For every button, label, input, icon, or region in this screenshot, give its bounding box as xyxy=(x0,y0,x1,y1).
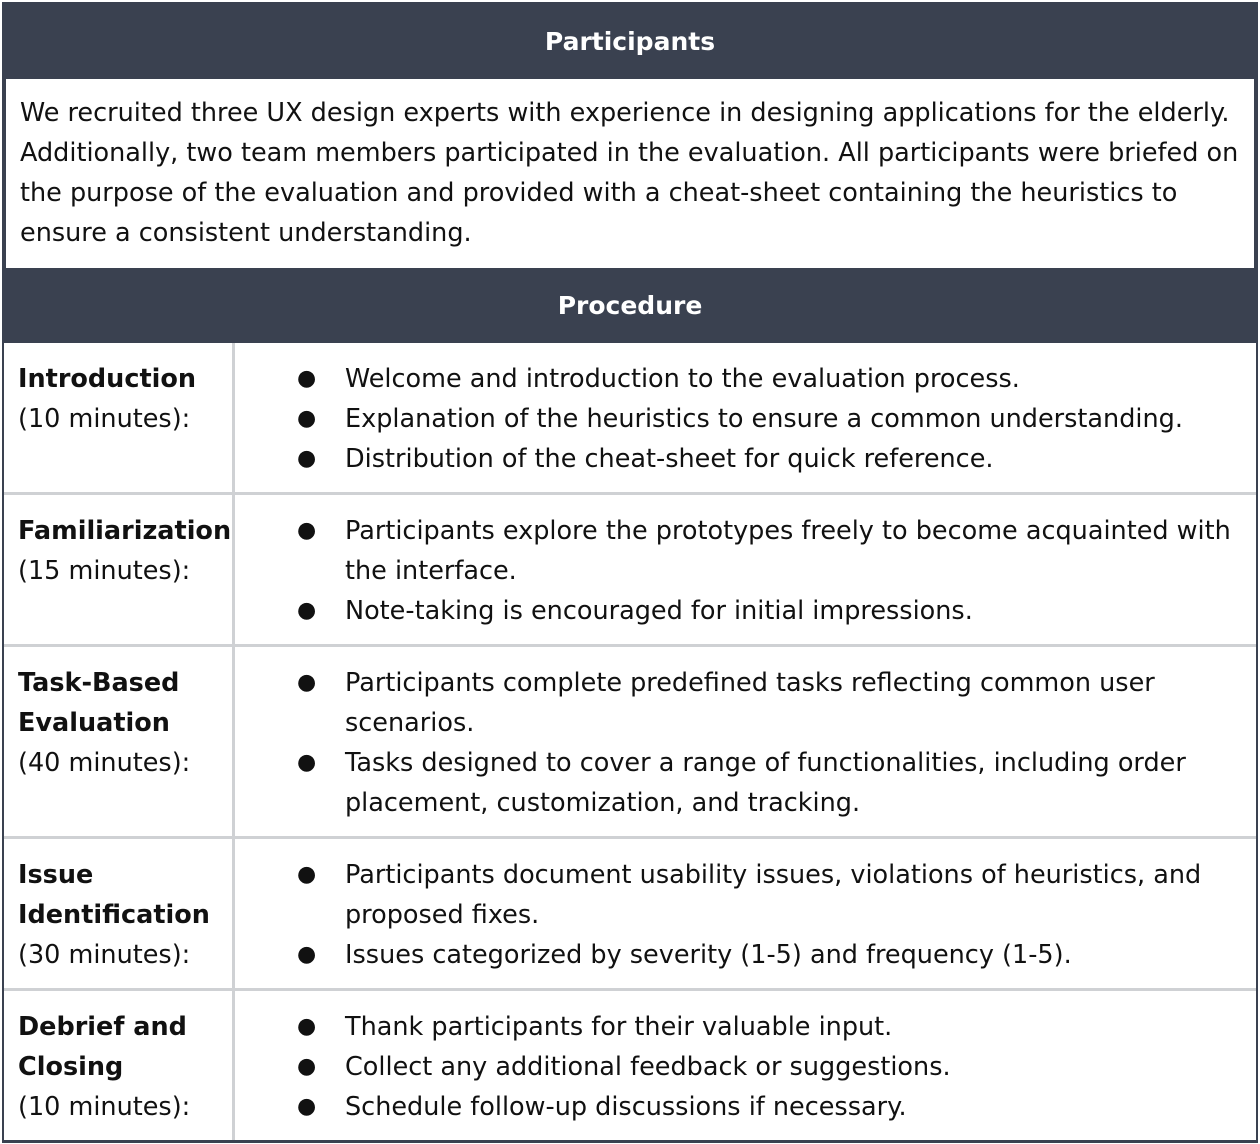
step-label-cell xyxy=(4,343,235,492)
step-duration: (40 minutes): xyxy=(18,748,191,778)
list-item xyxy=(235,511,1236,591)
step-details-cell xyxy=(235,343,1256,492)
step-bullet-list xyxy=(235,359,1236,479)
step-details-cell xyxy=(235,495,1256,644)
list-item xyxy=(235,663,1236,743)
list-item xyxy=(235,743,1236,823)
step-bullet-list xyxy=(235,1007,1236,1127)
step-details-cell xyxy=(235,991,1256,1140)
list-item xyxy=(235,359,1236,399)
list-item xyxy=(235,1087,1236,1127)
step-bullet-list xyxy=(235,511,1236,631)
step-bullet-list xyxy=(235,663,1236,823)
procedure-step-issue-identification xyxy=(4,839,1256,991)
list-item xyxy=(235,591,1236,631)
step-label-cell xyxy=(4,991,235,1140)
procedure-step-introduction xyxy=(4,343,1256,495)
bullet-icon: ● xyxy=(297,750,317,775)
step-bullet-list xyxy=(235,855,1236,975)
bullet-text: Collect any additional feedback or suggestions. xyxy=(345,1052,951,1082)
list-item xyxy=(235,1007,1236,1047)
bullet-text: Explanation of the heuristics to ensure a common understanding. xyxy=(345,404,1183,434)
step-name: Task-Based xyxy=(18,668,180,698)
step-duration: (30 minutes): xyxy=(18,940,191,970)
participants-description: We recruited three UX design experts with experience in designing applications for the elderly. Additionally, two team members participated in the evaluation. All participants were briefed on the purpose of the evaluation and provided with a cheat-sheet containing the heuristics to ensure a consistent understanding. xyxy=(4,79,1256,268)
bullet-icon: ● xyxy=(297,1014,317,1039)
step-label-cell xyxy=(4,495,235,644)
step-details-cell xyxy=(235,647,1256,836)
list-item xyxy=(235,935,1236,975)
bullet-text: Issues categorized by severity (1-5) and frequency (1-5). xyxy=(345,940,1072,970)
participants-header xyxy=(4,4,1256,79)
bullet-text: Participants complete predefined tasks reflecting common user scenarios. xyxy=(345,668,1155,738)
step-label-cell xyxy=(4,839,235,988)
list-item xyxy=(235,399,1236,439)
procedure-header xyxy=(4,268,1256,343)
step-name: Introduction xyxy=(18,364,197,394)
step-duration: (10 minutes): xyxy=(18,1092,191,1122)
bullet-text: Tasks designed to cover a range of functionalities, including order placement, customization, and tracking. xyxy=(345,748,1186,818)
step-name: Issue xyxy=(18,860,94,890)
bullet-icon: ● xyxy=(297,1094,317,1119)
bullet-text: Thank participants for their valuable input. xyxy=(345,1012,893,1042)
step-name: Identification xyxy=(18,900,210,930)
bullet-text: Participants explore the prototypes freely to become acquainted with the interface. xyxy=(345,516,1231,586)
procedure-step-task-based-evaluation xyxy=(4,647,1256,839)
step-duration: (15 minutes): xyxy=(18,556,191,586)
procedure-steps xyxy=(4,343,1256,1140)
bullet-icon: ● xyxy=(297,598,317,623)
participants-title: Participants xyxy=(544,27,716,56)
procedure-title: Procedure xyxy=(557,291,703,320)
bullet-text: Note-taking is encouraged for initial impressions. xyxy=(345,596,973,626)
bullet-icon: ● xyxy=(297,670,317,695)
procedure-step-familiarization xyxy=(4,495,1256,647)
bullet-text: Participants document usability issues, violations of heuristics, and proposed fixes. xyxy=(345,860,1202,930)
bullet-text: Distribution of the cheat-sheet for quick reference. xyxy=(345,444,994,474)
bullet-icon: ● xyxy=(297,406,317,431)
bullet-icon: ● xyxy=(297,366,317,391)
bullet-icon: ● xyxy=(297,446,317,471)
list-item xyxy=(235,855,1236,935)
step-name: Closing xyxy=(18,1052,124,1082)
step-label-cell xyxy=(4,647,235,836)
list-item xyxy=(235,1047,1236,1087)
bullet-icon: ● xyxy=(297,862,317,887)
bullet-icon: ● xyxy=(297,942,317,967)
step-name: Familiarization xyxy=(18,516,232,546)
step-details-cell xyxy=(235,839,1256,988)
evaluation-table xyxy=(2,2,1258,1143)
bullet-text: Welcome and introduction to the evaluation process. xyxy=(345,364,1020,394)
bullet-text: Schedule follow-up discussions if necessary. xyxy=(345,1092,907,1122)
step-name: Debrief and xyxy=(18,1012,187,1042)
step-duration: (10 minutes): xyxy=(18,404,191,434)
bullet-icon: ● xyxy=(297,518,317,543)
step-name: Evaluation xyxy=(18,708,170,738)
procedure-step-debrief-and-closing xyxy=(4,991,1256,1140)
list-item xyxy=(235,439,1236,479)
bullet-icon: ● xyxy=(297,1054,317,1079)
